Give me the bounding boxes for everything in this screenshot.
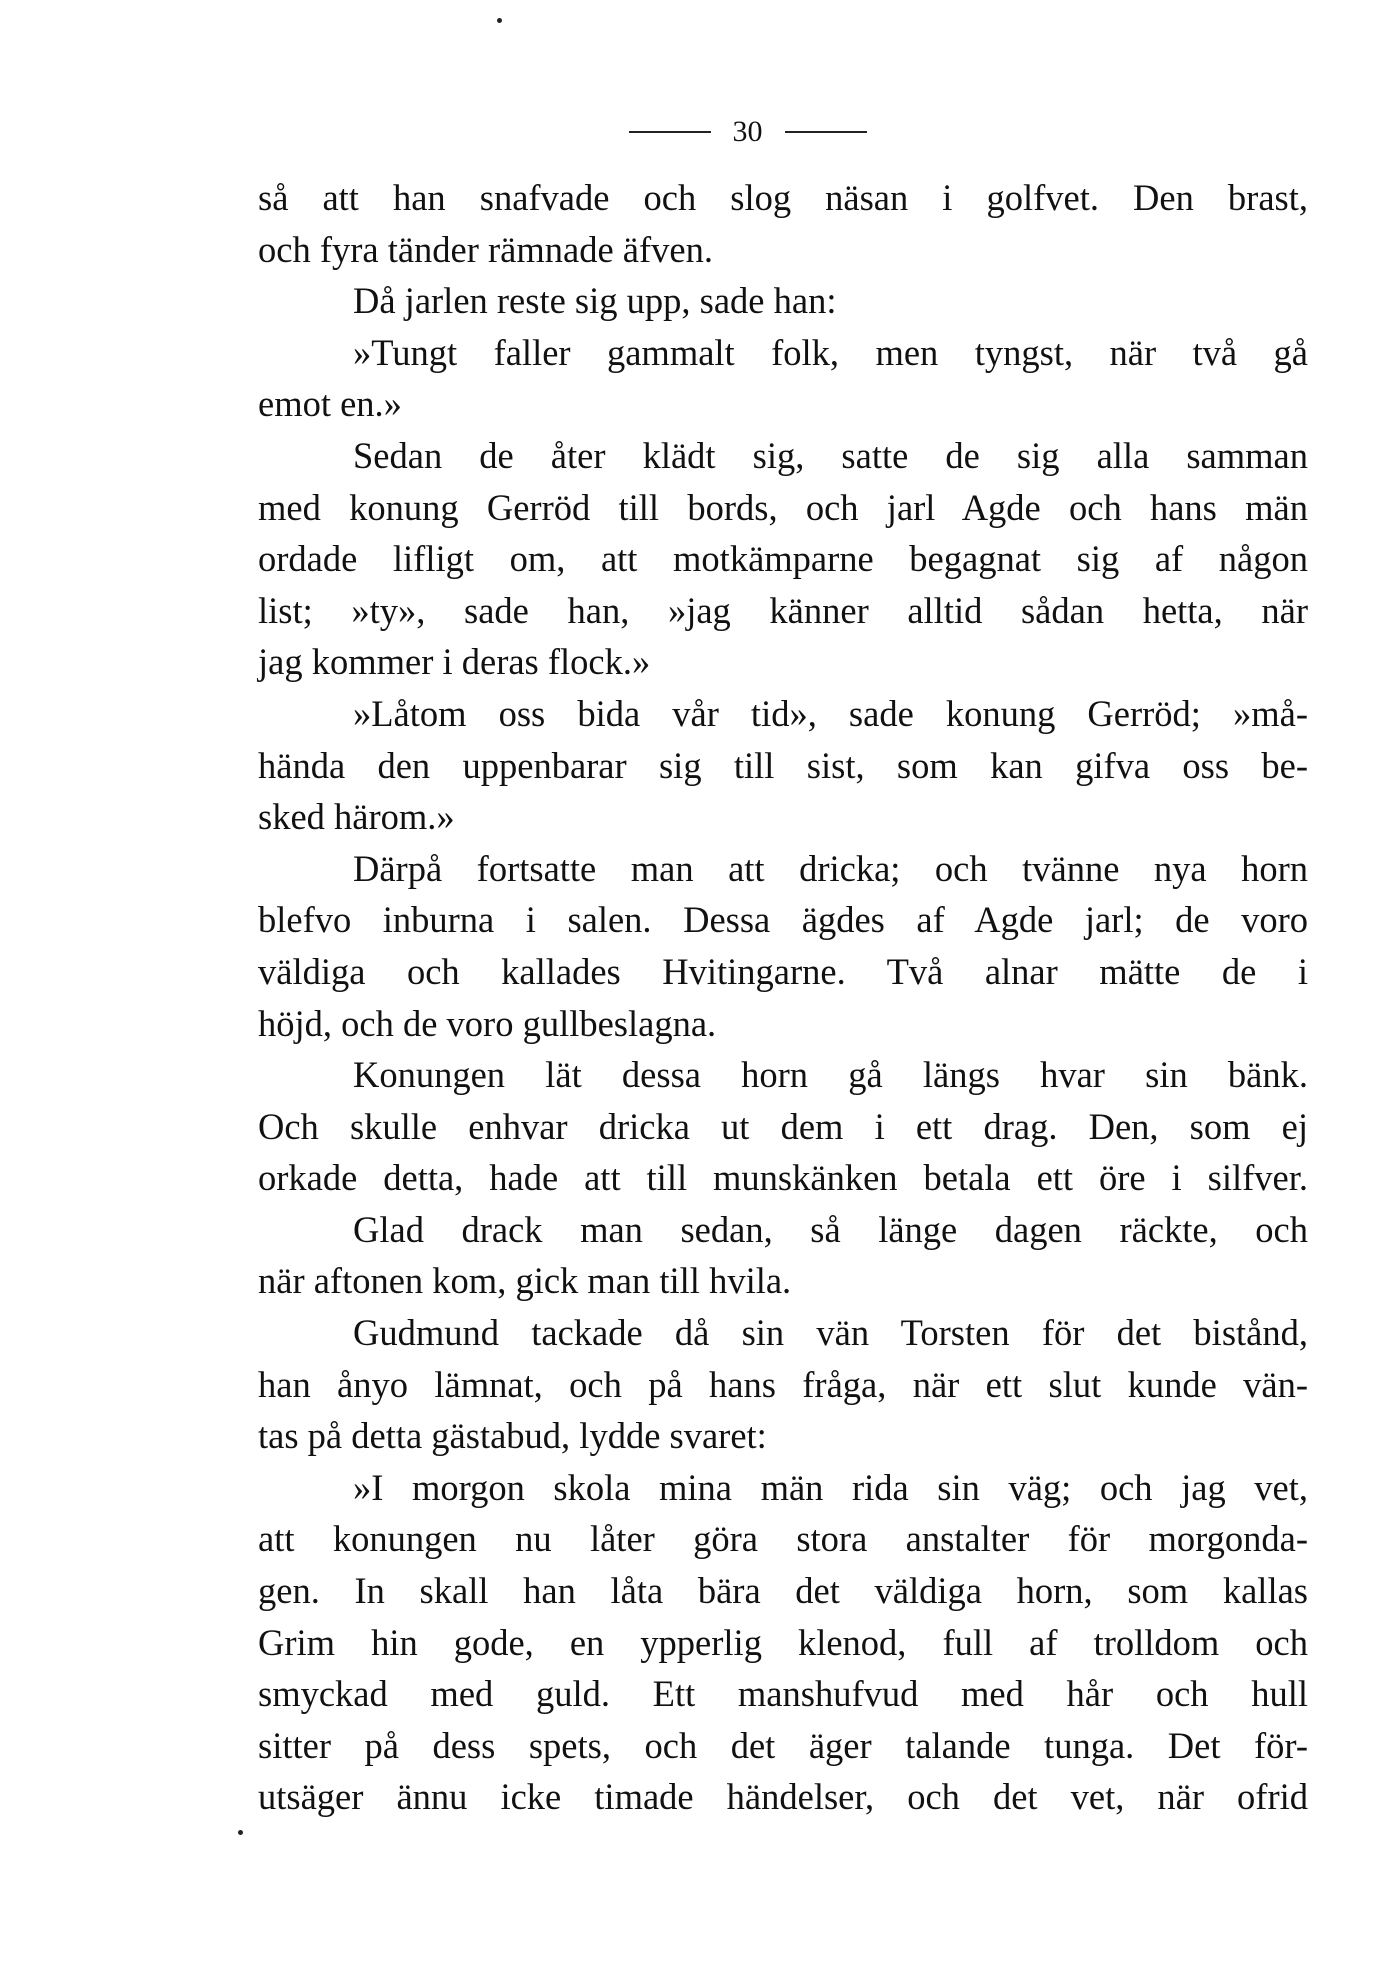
text-line: jag kommer i deras flock.» (258, 641, 651, 683)
text-line: utsäger ännu icke timade händelser, och det vet, när ofrid (258, 1776, 1308, 1818)
text-line: hända den uppenbarar sig till sist, som kan gifva oss be- (258, 744, 1308, 786)
text-line: höjd, och de voro gullbeslagna. (258, 1002, 717, 1044)
ink-speck (238, 1830, 243, 1835)
text-line: »I morgon skola mina män rida sin väg; och jag vet, (353, 1466, 1308, 1508)
text-line: sitter på dess spets, och det äger talande tunga. Det för- (258, 1724, 1308, 1766)
text-line: orkade detta, hade att till munskänken betala ett öre i silfver. (258, 1157, 1308, 1199)
header-rule-left (629, 131, 711, 133)
text-line: Gudmund tackade då sin vän Torsten för det bistånd, (353, 1312, 1308, 1354)
text-line: Grim hin gode, en ypperlig klenod, full af trolldom och (258, 1621, 1308, 1663)
text-line: blefvo inburna i salen. Dessa ägdes af Agde jarl; de voro (258, 899, 1308, 941)
text-line: Och skulle enhvar dricka ut dem i ett drag. Den, som ej (258, 1105, 1308, 1147)
text-line: han ånyo lämnat, och på hans fråga, när ett slut kunde vän- (258, 1363, 1308, 1405)
text-line: smyckad med guld. Ett manshufvud med hår och hull (258, 1673, 1308, 1715)
text-line: Konungen lät dessa horn gå längs hvar sin bänk. (353, 1054, 1308, 1096)
text-line: Därpå fortsatte man att dricka; och tvänne nya horn (353, 847, 1308, 889)
text-line: »Låtom oss bida vår tid», sade konung Gerröd; »må- (353, 692, 1308, 734)
text-line: Då jarlen reste sig upp, sade han: (353, 280, 837, 322)
text-line: Glad drack man sedan, så länge dagen räckte, och (353, 1208, 1308, 1250)
text-line: så att han snafvade och slog näsan i golfvet. Den brast, (258, 177, 1308, 218)
text-line: med konung Gerröd till bords, och jarl Agde och hans män (258, 486, 1308, 528)
text-line: gen. In skall han låta bära det väldiga horn, som kallas (258, 1570, 1308, 1612)
text-line: att konungen nu låter göra stora anstalter för morgonda- (258, 1518, 1308, 1560)
text-line: ordade lifligt om, att motkämparne begagnat sig af någon (258, 538, 1308, 580)
text-line: emot en.» (258, 383, 402, 425)
text-line: »Tungt faller gammalt folk, men tyngst, när två gå (353, 331, 1308, 373)
ink-speck (497, 18, 502, 23)
text-line: och fyra tänder rämnade äfven. (258, 228, 713, 270)
body-text (258, 172, 1308, 1823)
text-line: väldiga och kallades Hvitingarne. Två alnar mätte de i (258, 950, 1308, 992)
text-line: Sedan de åter klädt sig, satte de sig alla samman (353, 434, 1308, 476)
text-line: sked härom.» (258, 796, 455, 838)
text-line: tas på detta gästabud, lydde svaret: (258, 1415, 767, 1457)
text-line: list; »ty», sade han, »jag känner alltid sådan hetta, när (258, 589, 1308, 631)
page-header (0, 112, 1400, 152)
page-number: 30 (732, 115, 763, 148)
text-line: när aftonen kom, gick man till hvila. (258, 1260, 792, 1302)
header-rule-right (785, 131, 867, 133)
